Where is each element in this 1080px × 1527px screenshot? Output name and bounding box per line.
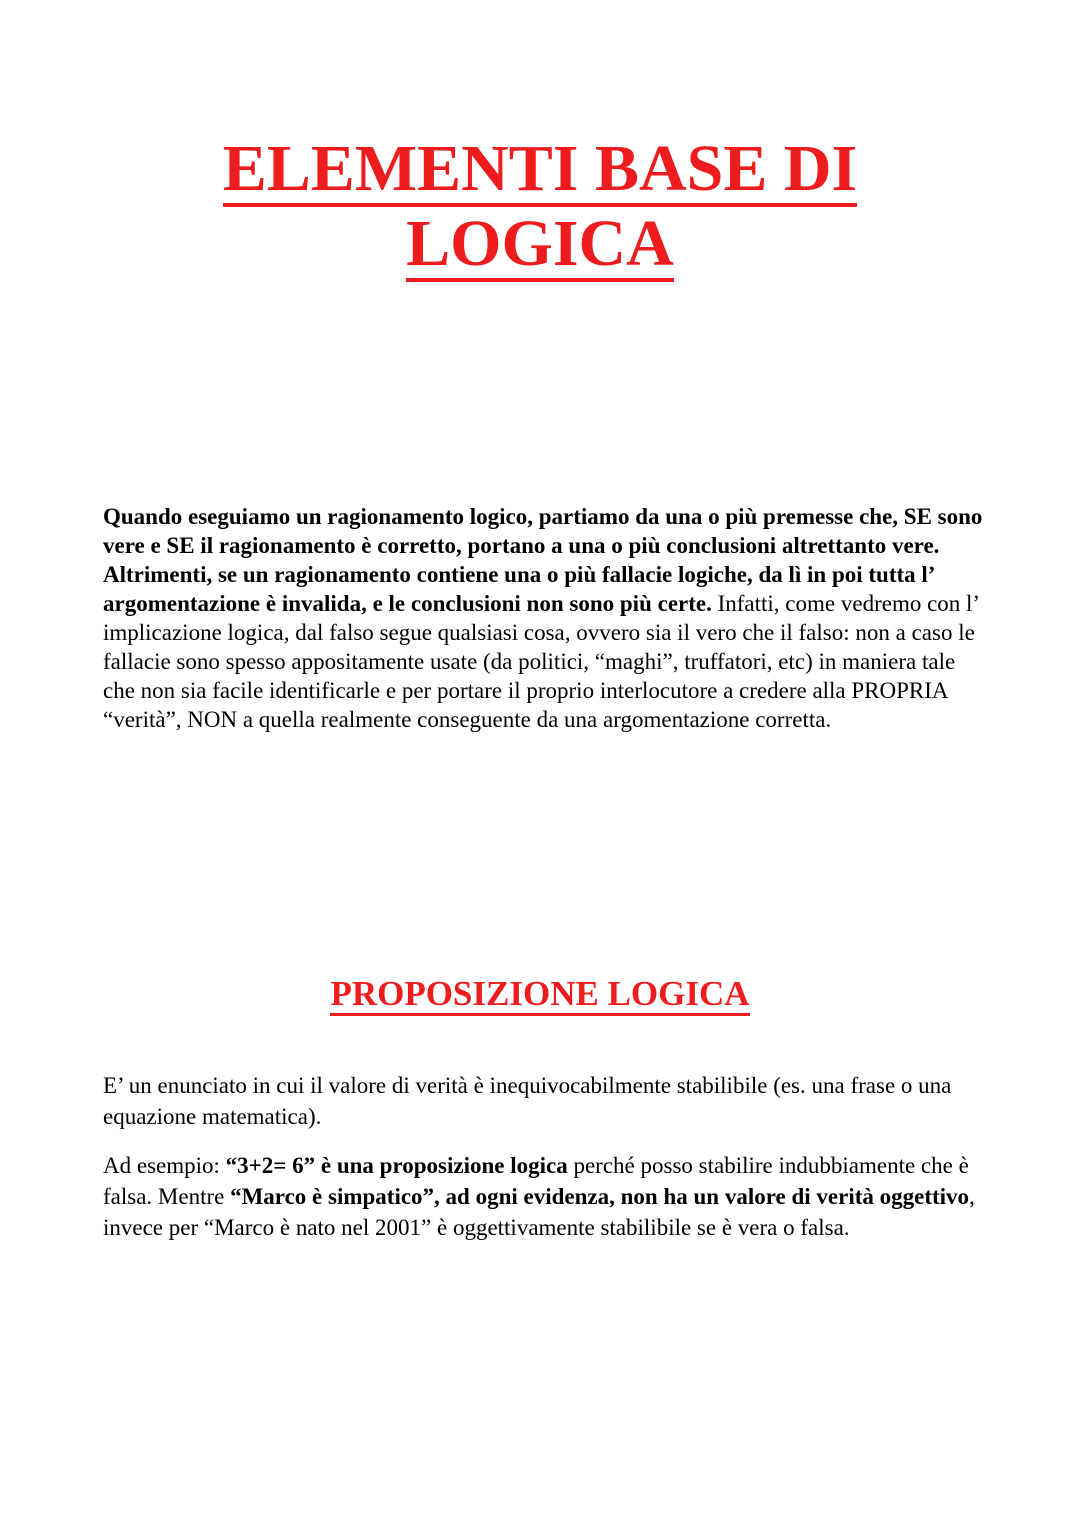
example-plain-1: perché posso stabilire indubbiamente che è falsa. Mentre: [103, 1153, 969, 1209]
section-title: [0, 972, 1080, 1016]
section-title-text: PROPOSIZIONE LOGICA: [330, 975, 749, 1016]
intro-bold-fallacie: Altrimenti, se un ragionamento contiene una o più fallacie logiche, da lì in poi tutta l’ argomentazione è invalida, e le conclusioni non sono più certe.: [103, 562, 934, 616]
intro-first-sentence: [103, 502, 983, 560]
definition-paragraph: E’ un enunciato in cui il valore di verità è inequivocabilmente stabilibile (es. una frase o una equazione matematica).: [103, 1073, 952, 1129]
intro-second-sentence: [103, 560, 983, 734]
example-plain-2: , invece per “Marco è nato nel 2001” è oggettivamente stabilibile se è vera o falsa.: [103, 1184, 975, 1240]
document-title: [0, 132, 1080, 282]
example-bold-proposizione: “3+2= 6” è una proposizione logica: [225, 1153, 568, 1178]
intro-paragraph: [103, 502, 983, 734]
example-paragraph: [103, 1150, 983, 1243]
intro-bold-premesse: Quando eseguiamo un ragionamento logico, partiamo da una o più premesse che, SE sono vere e SE il ragionamento è corretto, portano a una o più conclusioni altrettanto vere.: [103, 504, 983, 558]
intro-plain-infatti: Infatti, come vedremo con l’ implicazione logica, dal falso segue qualsiasi cosa, ovvero sia il vero che il falso: non a caso le fallacie sono spesso appositamente usate (da politici, “maghi”, truffatori, etc) in maniera tale che non sia facile identificarle e per portare il proprio interlocutore a credere alla PROPRIA “verità”, NON a quella realmente conseguente da una argomentazione corretta.: [103, 591, 979, 732]
example-bold-marco: “Marco è simpatico”, ad ogni evidenza, non ha un valore di verità oggettivo: [230, 1184, 970, 1209]
title-line-1: ELEMENTI BASE DI: [222, 132, 858, 205]
title-line-2: LOGICA: [406, 207, 674, 280]
example-lead: Ad esempio:: [103, 1153, 226, 1178]
